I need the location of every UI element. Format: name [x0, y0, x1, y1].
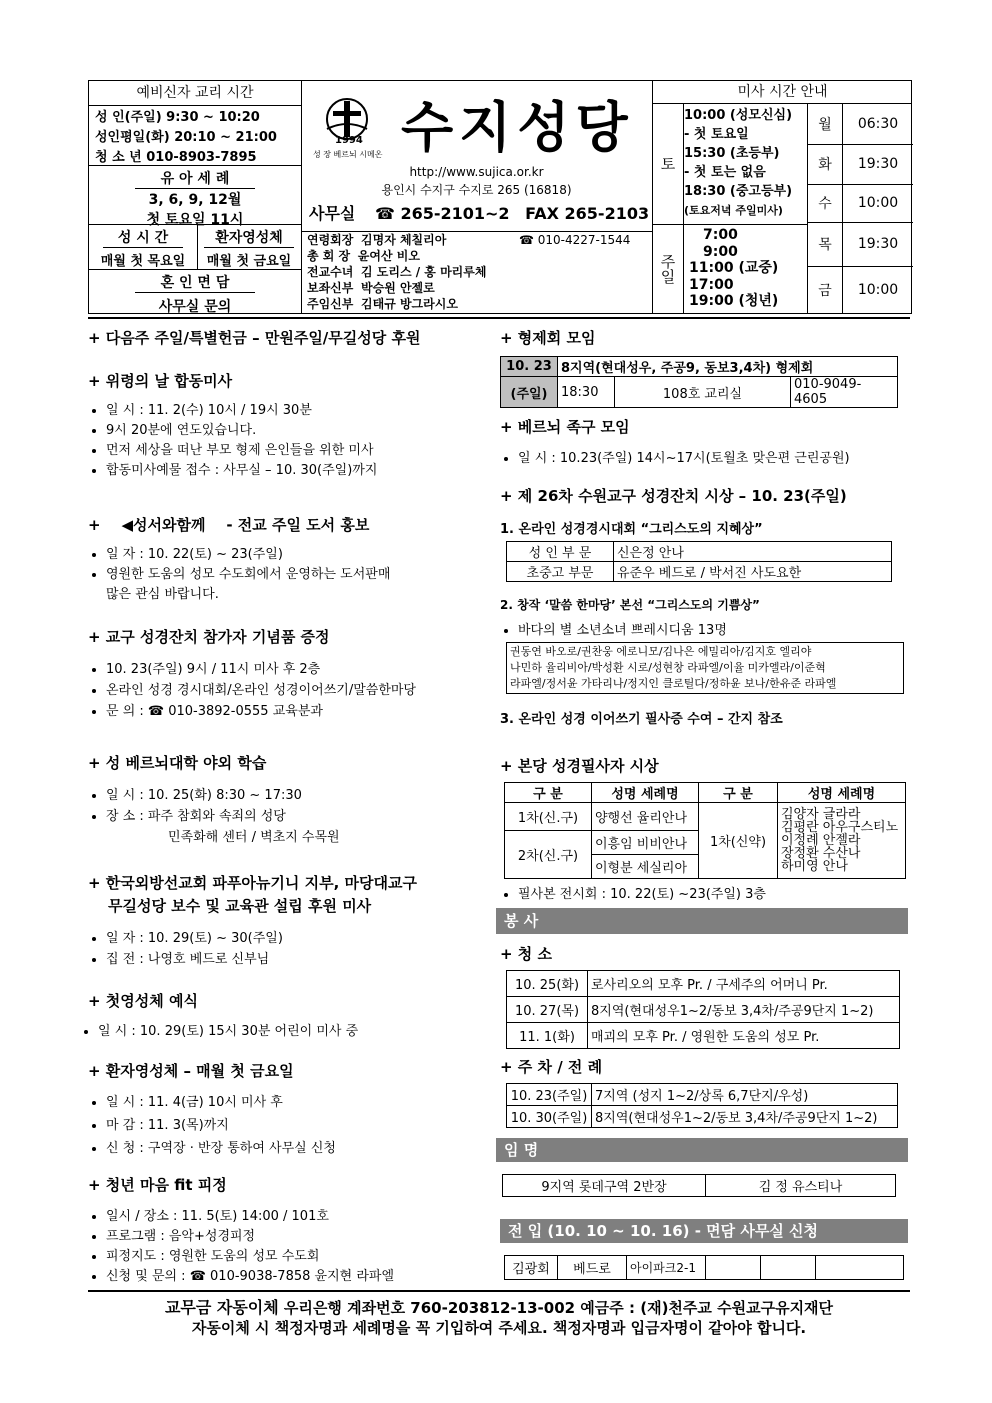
- office-phone: ☎ 265-2101~2: [374, 204, 510, 223]
- weekday-mass: 월 06:30 화 19:30 수 10:00 목 19:30 금 10:00: [807, 104, 913, 313]
- berneux-college-trip: [88, 752, 488, 848]
- section-title: + 베르뇌 족구 모임: [500, 418, 630, 436]
- sick-communion-when: 매월 첫 금요일: [206, 254, 292, 269]
- logo-caption: 성 장 베르뇌 시메온: [313, 150, 383, 159]
- church-logo: [307, 89, 387, 169]
- list-item: • 온라인 성경 경시대회/온라인 성경이어쓰기/말씀한마당: [106, 680, 488, 701]
- cleaning-duty: [500, 943, 910, 1049]
- special-collection-notice: + 다음주 주일/특별헌금 – 만원주일/무길성당 후원: [88, 329, 421, 347]
- section-title: + 한국외방선교회 파푸아뉴기니 지부, 마당대교구: [88, 874, 417, 892]
- office-fax: FAX 265-2103: [525, 204, 650, 223]
- transcription-table: 구 분 성명 세례명 구 분 성명 세례명 1차(신.구) 양행선 율리안나 1차(신약) 김양자 글라라 김평란 아우구스티노 이정례 안젤라 장정환 수산나 하미영 안나 2차(신.구) 이흥임 비비안나 이형분 세실리아: [504, 782, 906, 879]
- section-title: + 교구 성경잔치 참가자 기념품 증정: [88, 628, 330, 646]
- list-item: • 영원한 도움의 성모 수도회에서 운영하는 도서판매: [106, 565, 488, 585]
- youth-retreat: [88, 1174, 488, 1287]
- holy-hour-when: 매월 첫 목요일: [100, 254, 186, 269]
- list-item: • 일 시 : 11. 4(금) 10시 미사 후: [106, 1091, 488, 1114]
- section-title: + 형제회 모임: [500, 329, 596, 347]
- soccer-meeting: [500, 416, 910, 466]
- staff-row: 전교수녀 김 도리스 / 홍 마리루체: [307, 265, 487, 279]
- subsection-title: 2. 창작 ‘말씀 한마당’ 본선 “그리스도의 기쁨상”: [500, 598, 760, 612]
- catechism-title: 예비신자 교리 시간: [89, 81, 301, 106]
- team-members-box: 권동연 바오로/권찬웅 에로니모/김나은 에밀리아/김지호 엘리야 나민하 율리비아/박성환 시로/성현창 라파엘/이율 미카엘라/이준혁 라파엘/정서윤 가타리나/정지인 클로틸다/정하윤 보나/한유준 라파엘: [506, 642, 904, 694]
- cleaning-table: 10. 25(화) 로사리오의 모후 Pr. / 구세주의 어머니 Pr. 10. 27(목) 8지역(현대성우1~2/동보 3,4차/주공9단지 1~2) 11. 1(화) 매괴의 모후 Pr. / 영원한 도움의 성모 Pr.: [506, 970, 900, 1049]
- bible-festival-gift: [88, 626, 488, 722]
- holy-hour-title: 성 시 간: [103, 227, 183, 248]
- brothers-table: 10. 23 8지역(현대성우, 주공9, 동보3,4차) 형제회 (주일) 18:30 108호 교리실 010-9049-4605: [500, 356, 898, 408]
- list-item: • 신 청 : 구역장 · 반장 통하여 사무실 신청: [106, 1137, 488, 1160]
- mission-books: [88, 514, 488, 605]
- mass-schedule-title: 미사 시간 안내: [653, 81, 912, 104]
- marriage-title: 혼 인 면 담: [135, 272, 255, 293]
- section-title: + 위령의 날 합동미사: [88, 372, 233, 390]
- infant-baptism-day: 첫 토요일 11시: [146, 212, 244, 228]
- left-column: [88, 327, 488, 348]
- subsection-title: 1. 온라인 성경경시대회 “그리스도의 지혜상”: [500, 522, 763, 537]
- list-item: • 마 감 : 11. 3(목)까지: [106, 1114, 488, 1137]
- list-item: • 필사본 전시회 : 10. 22(토) ~23(주일) 3층: [518, 883, 910, 902]
- catechism-adult-sunday: 성 인(주일) 9:30 ~ 10:20: [95, 110, 260, 125]
- parking-liturgy: [500, 1056, 910, 1128]
- sunday-times: 7:00 9:00 11:00 (교중) 17:00 19:00 (청년): [689, 227, 779, 309]
- section-title: + ◀성서와함께 - 전교 주일 도서 홍보: [88, 516, 370, 534]
- list-item: • 합동미사예물 접수 : 사무실 – 10. 30(주일)까지: [106, 461, 488, 481]
- section-title: + 성 베르뇌대학 야외 학습: [88, 754, 267, 772]
- saturday-times: 10:00 (성모신심) - 첫 토요일 15:30 (초등부) - 첫 토는 없음 18:30 (중고등부) (토요저녁 주일미사): [684, 108, 793, 217]
- mission-support-mass: [88, 872, 488, 970]
- sunday-label: 주일: [653, 225, 684, 313]
- list-item: • 먼저 세상을 떠난 부모 형제 은인들을 위한 미사: [106, 441, 488, 461]
- bible-award: [500, 485, 910, 727]
- infant-baptism-months: 3, 6, 9, 12월: [148, 192, 242, 208]
- staff-row: 총 회 장 윤여산 비오: [307, 249, 420, 263]
- footer-bold-label: 교무금 자동이체: [164, 1298, 279, 1317]
- footer-note: 자동이체 시 책정자명과 세례명을 꼭 기입하여 주세요. 책정자명과 입금자명이 같아야 합니다.: [191, 1319, 807, 1337]
- church-address: 용인시 수지구 수지로 265 (16818): [381, 183, 572, 197]
- infant-baptism-title: 유 아 세 례: [135, 168, 255, 189]
- parking-table: 10. 23(주일) 7지역 (성지 1~2/상록 6,7단지/우성) 10. 30(주일) 8지역(현대성우1~2/동보 3,4차/주공9단지 1~2): [506, 1083, 898, 1128]
- list-item: • 피정지도 : 영원한 도움의 성모 수도회: [106, 1247, 488, 1267]
- list-item: • 일 자 : 10. 22(토) ~ 23(주일): [106, 545, 488, 565]
- move-in-table: 김광회 베드로 아이파크2-1: [504, 1255, 904, 1280]
- appointment-table: 9지역 롯데구역 2반장 김 정 유스티나: [502, 1174, 896, 1197]
- logo-year: 1994: [335, 135, 363, 146]
- list-item: • 집 전 : 나영호 베드로 신부님: [106, 949, 488, 970]
- section-title: + 첫영성체 예식: [88, 992, 198, 1010]
- list-item: • 바다의 별 소년소녀 쁘레시디움 13명: [518, 619, 910, 638]
- list-item: • 일 자 : 10. 29(토) ~ 30(주일): [106, 928, 488, 949]
- bible-transcription-award: [500, 755, 910, 902]
- catechism-adult-weekday: 성인평일(화) 20:10 ~ 21:00: [95, 130, 277, 145]
- church-name: 수지성당: [401, 96, 634, 159]
- catechism-youth: 청 소 년 010-8903-7895: [95, 150, 257, 165]
- list-item: • 문 의 : ☎ 010-3892-0555 교육분과: [106, 701, 488, 722]
- list-item: • 10. 23(주일) 9시 / 11시 미사 후 2층: [106, 659, 488, 680]
- church-url[interactable]: http://www.sujica.or.kr: [409, 165, 544, 179]
- move-in-section-bar: 전 입 (10. 10 ~ 10. 16) - 면담 사무실 신청: [500, 1219, 908, 1243]
- section-subtitle: 무길성당 보수 및 교육관 설립 후원 미사: [108, 897, 372, 915]
- marriage-where: 사무실 문의: [158, 299, 232, 315]
- list-item: • 장 소 : 파주 참회와 속죄의 성당: [106, 806, 488, 827]
- appointment-section-bar: 임 명: [496, 1138, 908, 1162]
- staff-row: 보좌신부 박승원 안젤로: [307, 281, 435, 295]
- saturday-label: 토: [653, 104, 684, 225]
- staff-row: 주임신부 김태규 방그라시오: [307, 297, 458, 311]
- office-contact: [301, 201, 652, 224]
- office-label: 사무실: [309, 204, 356, 223]
- brothers-meeting: [500, 327, 910, 408]
- bulletin-header: [88, 80, 912, 314]
- list-item: • 프로그램 : 음악+성경피정: [106, 1227, 488, 1247]
- tithe-autopay-footer: [88, 1290, 910, 1338]
- list-item: • 9시 20분에 연도있습니다.: [106, 421, 488, 441]
- service-section-bar: 봉 사: [496, 908, 908, 934]
- list-item: • 일시 / 장소 : 11. 5(토) 14:00 / 101호: [106, 1207, 488, 1227]
- sick-communion-title: 환자영성체: [204, 227, 294, 248]
- holy-hour-panel: [89, 224, 301, 314]
- footer-account: 우리은행 계좌번호 760-203812-13-002 예금주 : (재)천주교 수원교구유지재단: [278, 1299, 834, 1317]
- list-item: • 일 시 : 10. 29(토) 15시 30분 어린이 미사 중: [98, 1021, 488, 1042]
- header-divider: [88, 317, 910, 319]
- church-masthead: [301, 81, 652, 313]
- section-title: + 환자영성체 – 매월 첫 금요일: [88, 1062, 294, 1080]
- section-title: + 주 차 / 전 례: [500, 1058, 603, 1076]
- section-title: + 제 26차 수원교구 성경잔치 시상 – 10. 23(주일): [500, 487, 847, 505]
- list-item: • 일 시 : 10. 25(화) 8:30 ~ 17:30: [106, 785, 488, 806]
- quiz-winners-table: 성 인 부 문 신은정 안나 초중고 부문 유준우 베드로 / 박서진 사도요한: [506, 541, 892, 582]
- all-souls-mass: [88, 370, 488, 481]
- infant-baptism: [89, 165, 301, 228]
- section-title: + 청 소: [500, 945, 552, 963]
- sick-communion: [88, 1060, 488, 1160]
- list-item: 많은 관심 바랍니다.: [106, 587, 219, 602]
- first-communion: [88, 990, 488, 1042]
- section-title: + 본당 성경필사자 시상: [500, 757, 659, 775]
- catechism-panel: [89, 81, 302, 313]
- list-item: • 신청 및 문의 : ☎ 010-9038-7858 윤지현 라파엘: [106, 1267, 488, 1287]
- staff-list: [301, 231, 652, 314]
- list-item: • 일 시 : 11. 2(수) 10시 / 19시 30분: [106, 401, 488, 421]
- subsection-title: 3. 온라인 성경 이어쓰기 필사증 수여 – 간지 참조: [500, 712, 783, 727]
- staff-row: 연령회장 김명자 체칠리아 ☎ 010-4227-1544: [307, 233, 631, 247]
- list-item: • 일 시 : 10.23(주일) 14시~17시(토월초 맞은편 근린공원): [518, 447, 910, 466]
- list-item: 민족화해 센터 / 벽초지 수목원: [168, 830, 340, 845]
- mass-schedule: [652, 81, 912, 313]
- section-title: + 청년 마음 fit 피정: [88, 1176, 227, 1194]
